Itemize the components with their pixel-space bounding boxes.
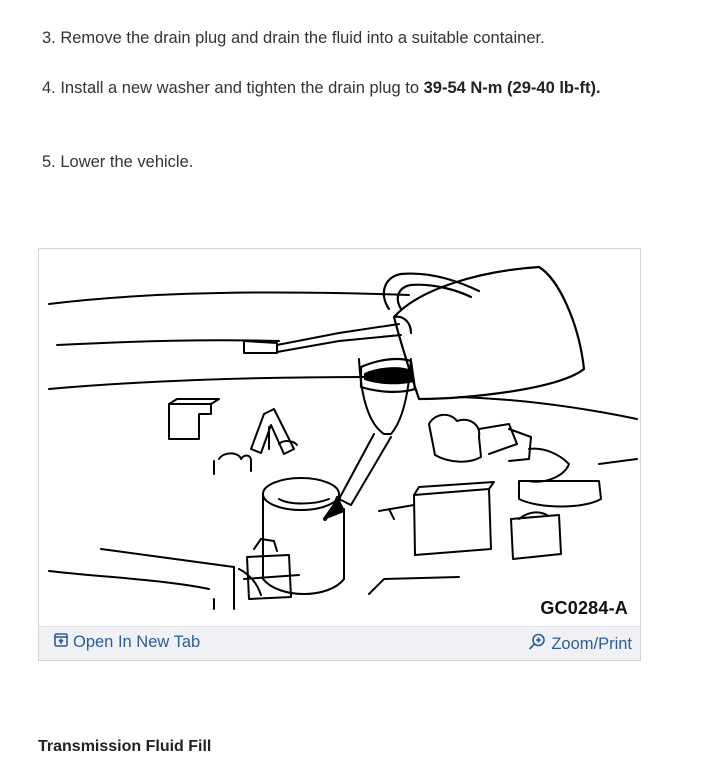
zoom-print-label: Zoom/Print xyxy=(551,635,632,653)
open-new-tab-icon xyxy=(54,633,68,652)
torque-spec: 39-54 N-m (29-40 lb-ft). xyxy=(423,79,601,97)
step-5-text: 5. Lower the vehicle. xyxy=(42,153,194,171)
step-3-text: 3. Remove the drain plug and drain the fluid into a suitable container. xyxy=(42,29,545,47)
figure-card xyxy=(38,248,641,661)
oil-jug xyxy=(361,267,584,399)
service-illustration[interactable] xyxy=(39,249,640,627)
zoom-print-link[interactable] xyxy=(528,633,632,656)
figure-code: GC0284-A xyxy=(540,598,628,618)
zoom-in-icon xyxy=(528,633,546,656)
step-4-text: 4. Install a new washer and tighten the drain plug to xyxy=(42,79,424,97)
step-4 xyxy=(42,78,601,98)
open-in-new-tab-link[interactable] xyxy=(54,633,200,652)
section-heading: Transmission Fluid Fill xyxy=(38,738,212,755)
figure-toolbar xyxy=(39,626,640,660)
step-3 xyxy=(42,28,545,48)
step-5 xyxy=(42,152,193,172)
open-in-new-tab-label: Open In New Tab xyxy=(73,633,201,651)
drain-fluid-illustration xyxy=(39,249,640,627)
